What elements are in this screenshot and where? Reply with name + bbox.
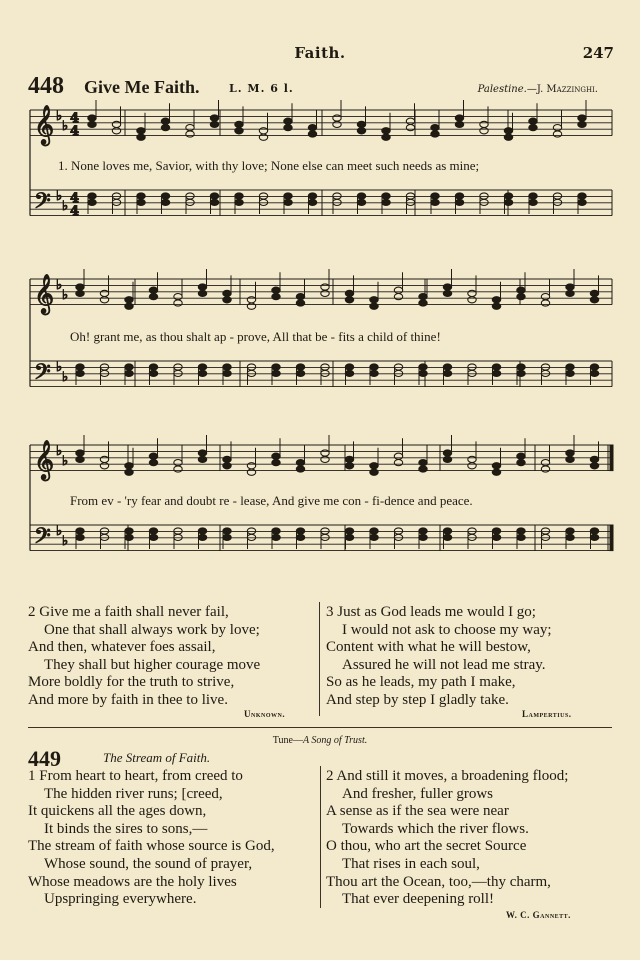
- note-head: [272, 528, 280, 534]
- note-head: [357, 128, 365, 134]
- note-head: [419, 300, 427, 306]
- note-head: [112, 128, 120, 134]
- flat-sign: ♭: [62, 288, 69, 303]
- note-head: [125, 370, 133, 376]
- note-head: [247, 463, 255, 469]
- note-head: [284, 125, 292, 131]
- treble-clef: 𝄞: [34, 105, 55, 145]
- note-head: [406, 125, 414, 131]
- note-head: [137, 199, 145, 205]
- note-head: [419, 460, 427, 466]
- flat-sign: ♭: [56, 109, 63, 124]
- note-head: [272, 453, 280, 459]
- verse-line: One that shall always work by love;: [44, 621, 260, 638]
- note-head: [529, 199, 537, 205]
- note-head: [492, 534, 500, 540]
- note-head: [517, 370, 525, 376]
- treble-clef: 𝄞: [34, 440, 55, 480]
- note-head: [443, 534, 451, 540]
- hymn-449-author: W. C. Gannett.: [506, 910, 571, 920]
- note-head: [235, 193, 243, 199]
- note-head: [149, 460, 157, 466]
- note-head: [553, 125, 561, 131]
- hymn-448-number: 448: [28, 73, 64, 99]
- note-head: [370, 364, 378, 370]
- note-head: [357, 193, 365, 199]
- note-head: [370, 303, 378, 309]
- verse-line: Whose sound, the sound of prayer,: [44, 855, 253, 872]
- note-head: [468, 290, 476, 296]
- note-head: [223, 534, 231, 540]
- bass-clef: 𝄢: [34, 360, 51, 390]
- note-head: [125, 303, 133, 309]
- note-head: [566, 364, 574, 370]
- hymn-448-verse-2: [28, 604, 260, 710]
- note-head: [517, 534, 525, 540]
- note-head: [394, 453, 402, 459]
- note-head: [235, 199, 243, 205]
- flat-sign: ♭: [62, 534, 69, 549]
- note-head: [566, 528, 574, 534]
- note-head: [370, 297, 378, 303]
- note-head: [345, 534, 353, 540]
- note-head: [308, 199, 316, 205]
- note-head: [272, 287, 280, 293]
- note-head: [88, 121, 96, 127]
- time-signature: 4: [70, 124, 80, 139]
- time-signature: 4: [70, 111, 80, 126]
- note-head: [284, 118, 292, 124]
- flat-sign: ♭: [62, 454, 69, 469]
- flat-sign: ♭: [56, 278, 63, 293]
- note-head: [100, 297, 108, 303]
- note-head: [517, 294, 525, 300]
- note-head: [590, 528, 598, 534]
- note-head: [76, 534, 84, 540]
- hymn-449-title: The Stream of Faith.: [103, 750, 211, 765]
- note-head: [321, 450, 329, 456]
- note-head: [578, 199, 586, 205]
- note-head: [296, 294, 304, 300]
- hymn-448-title: Give Me Faith.: [84, 77, 200, 97]
- hymn-448-meter: L. M. 6 l.: [229, 82, 294, 95]
- note-head: [210, 199, 218, 205]
- verse-line: O thou, who art the secret Source: [326, 838, 527, 855]
- note-head: [296, 466, 304, 472]
- verse-line: And then, whatever foes assail,: [28, 639, 216, 656]
- note-head: [357, 121, 365, 127]
- note-head: [504, 128, 512, 134]
- note-head: [345, 297, 353, 303]
- note-head: [541, 294, 549, 300]
- time-signature: 4: [70, 204, 80, 219]
- note-head: [235, 128, 243, 134]
- note-head: [149, 364, 157, 370]
- note-head: [161, 125, 169, 131]
- flat-sign: ♭: [56, 189, 63, 204]
- note-head: [529, 118, 537, 124]
- note-head: [480, 128, 488, 134]
- note-head: [517, 453, 525, 459]
- note-head: [566, 456, 574, 462]
- note-head: [578, 193, 586, 199]
- note-head: [174, 460, 182, 466]
- note-head: [272, 534, 280, 540]
- bass-clef: 𝄢: [34, 524, 51, 554]
- flat-sign: ♭: [56, 444, 63, 459]
- hymn-449-verse-2: [326, 768, 568, 909]
- verse-line: 1 From heart to heart, from creed to: [28, 768, 243, 784]
- note-head: [468, 297, 476, 303]
- note-head: [394, 287, 402, 293]
- note-head: [382, 134, 390, 140]
- note-head: [382, 193, 390, 199]
- note-head: [149, 287, 157, 293]
- note-head: [345, 290, 353, 296]
- verse-line: So as he leads, my path I make,: [326, 674, 516, 691]
- note-head: [308, 193, 316, 199]
- note-head: [566, 370, 574, 376]
- note-head: [394, 460, 402, 466]
- verse-line: Towards which the river flows.: [342, 820, 529, 837]
- note-head: [308, 125, 316, 131]
- verse-line: It binds the sires to sons,—: [44, 820, 208, 837]
- verse-line: Upspringing everywhere.: [44, 891, 197, 908]
- flat-sign: ♭: [62, 370, 69, 385]
- page-number: 247: [582, 44, 614, 62]
- note-head: [455, 121, 463, 127]
- note-head: [174, 300, 182, 306]
- verse-line: That rises in each soul,: [342, 855, 480, 872]
- note-head: [504, 199, 512, 205]
- note-head: [566, 534, 574, 540]
- note-head: [566, 450, 574, 456]
- note-head: [370, 534, 378, 540]
- note-head: [198, 290, 206, 296]
- note-head: [76, 450, 84, 456]
- verse-line: Assured he will not lead me stray.: [342, 656, 546, 673]
- note-head: [504, 193, 512, 199]
- verse-line: A sense as if the sea were near: [326, 803, 509, 820]
- note-head: [125, 469, 133, 475]
- note-head: [480, 121, 488, 127]
- note-head: [186, 125, 194, 131]
- note-head: [296, 528, 304, 534]
- note-head: [272, 294, 280, 300]
- hymn-448-verse-2-author: Unknown.: [244, 709, 286, 719]
- note-head: [455, 115, 463, 121]
- note-head: [247, 303, 255, 309]
- note-head: [419, 294, 427, 300]
- note-head: [76, 364, 84, 370]
- note-head: [553, 131, 561, 137]
- note-head: [198, 450, 206, 456]
- note-head: [590, 290, 598, 296]
- note-head: [223, 364, 231, 370]
- note-head: [198, 534, 206, 540]
- verse-line: And more by faith in thee to live.: [28, 691, 228, 708]
- verse-line: Whose meadows are the holy lives: [28, 873, 237, 890]
- note-head: [125, 528, 133, 534]
- note-head: [198, 528, 206, 534]
- note-head: [431, 199, 439, 205]
- note-head: [345, 370, 353, 376]
- section-rule: [28, 727, 612, 728]
- note-head: [198, 456, 206, 462]
- note-head: [443, 450, 451, 456]
- note-head: [174, 294, 182, 300]
- running-head: Faith.: [294, 44, 346, 62]
- note-head: [247, 297, 255, 303]
- flat-sign: ♭: [56, 360, 63, 375]
- note-head: [296, 460, 304, 466]
- note-head: [296, 364, 304, 370]
- note-head: [76, 528, 84, 534]
- hymn-448-verse-3-author: Lampertius.: [522, 709, 572, 719]
- note-head: [590, 370, 598, 376]
- verse-line: That ever deepening roll!: [342, 891, 495, 908]
- note-head: [541, 466, 549, 472]
- note-head: [272, 364, 280, 370]
- note-head: [272, 460, 280, 466]
- note-head: [76, 370, 84, 376]
- note-head: [382, 128, 390, 134]
- note-head: [492, 370, 500, 376]
- note-head: [88, 199, 96, 205]
- note-head: [161, 199, 169, 205]
- note-head: [370, 469, 378, 475]
- note-head: [100, 290, 108, 296]
- note-head: [455, 193, 463, 199]
- verse-line: I would not ask to choose my way;: [342, 621, 552, 638]
- score-lyric-line-1: 1. None loves me, Savior, with thy love; None else can meet such needs as mine;: [58, 158, 480, 173]
- note-head: [198, 370, 206, 376]
- composer: —J. Mazzinghi.: [526, 84, 598, 95]
- note-head: [590, 456, 598, 462]
- note-head: [468, 456, 476, 462]
- note-head: [590, 463, 598, 469]
- note-head: [308, 131, 316, 137]
- note-head: [125, 463, 133, 469]
- verse-line: It quickens all the ages down,: [28, 803, 207, 820]
- note-head: [431, 125, 439, 131]
- verse-line: 2 And still it moves, a broadening flood;: [326, 768, 569, 784]
- note-head: [321, 290, 329, 296]
- note-head: [541, 460, 549, 466]
- note-head: [210, 115, 218, 121]
- note-head: [333, 121, 341, 127]
- note-head: [578, 115, 586, 121]
- note-head: [517, 528, 525, 534]
- note-head: [370, 528, 378, 534]
- flat-sign: ♭: [62, 199, 69, 214]
- note-head: [419, 466, 427, 472]
- note-head: [517, 460, 525, 466]
- note-head: [357, 199, 365, 205]
- note-head: [492, 297, 500, 303]
- verse-line: And step by step I gladly take.: [326, 691, 509, 708]
- note-head: [443, 370, 451, 376]
- note-head: [468, 463, 476, 469]
- note-head: [345, 364, 353, 370]
- note-head: [590, 297, 598, 303]
- note-head: [161, 193, 169, 199]
- note-head: [443, 364, 451, 370]
- note-head: [590, 364, 598, 370]
- note-head: [149, 453, 157, 459]
- note-head: [492, 528, 500, 534]
- column-divider: [319, 602, 320, 716]
- note-head: [419, 528, 427, 534]
- note-head: [492, 469, 500, 475]
- note-head: [125, 364, 133, 370]
- note-head: [88, 115, 96, 121]
- note-head: [504, 134, 512, 140]
- note-head: [125, 297, 133, 303]
- hymn-449-number: 449: [28, 746, 61, 771]
- note-head: [443, 284, 451, 290]
- score-lyric-line-2: Oh! grant me, as thou shalt ap - prove, All that be - fits a child of thine!: [70, 329, 441, 344]
- note-head: [296, 534, 304, 540]
- note-head: [149, 294, 157, 300]
- verse-line: Thou art the Ocean, too,—thy charm,: [326, 873, 551, 890]
- note-head: [137, 128, 145, 134]
- verse-line: The stream of faith whose source is God,: [28, 838, 275, 855]
- time-signature: 4: [70, 191, 80, 206]
- note-head: [419, 364, 427, 370]
- verse-line: More boldly for the truth to strive,: [28, 674, 235, 691]
- verse-line: Content with what he will bestow,: [326, 639, 531, 656]
- note-head: [125, 534, 133, 540]
- note-head: [529, 125, 537, 131]
- note-head: [149, 534, 157, 540]
- note-head: [394, 294, 402, 300]
- note-head: [529, 193, 537, 199]
- final-barline: [610, 445, 613, 471]
- note-head: [161, 118, 169, 124]
- verse-line: The hidden river runs; [creed,: [44, 785, 223, 802]
- note-head: [431, 131, 439, 137]
- note-head: [541, 300, 549, 306]
- note-head: [492, 364, 500, 370]
- note-head: [370, 370, 378, 376]
- hymn-449-verse-1: [28, 768, 275, 909]
- verse-line: 2 Give me a faith shall never fail,: [28, 604, 229, 620]
- note-head: [406, 118, 414, 124]
- note-head: [590, 534, 598, 540]
- note-head: [272, 370, 280, 376]
- note-head: [149, 370, 157, 376]
- note-head: [345, 456, 353, 462]
- note-head: [223, 297, 231, 303]
- verse-line: And fresher, fuller grows: [342, 785, 494, 802]
- tune-prefix: Tune—: [272, 735, 303, 746]
- note-head: [443, 290, 451, 296]
- note-head: [247, 469, 255, 475]
- hymn-448-verse-3: [326, 604, 552, 710]
- note-head: [333, 115, 341, 121]
- note-head: [149, 528, 157, 534]
- note-head: [345, 528, 353, 534]
- note-head: [517, 287, 525, 293]
- column-divider: [320, 766, 321, 908]
- note-head: [198, 364, 206, 370]
- note-head: [259, 128, 267, 134]
- note-head: [284, 199, 292, 205]
- note-head: [186, 131, 194, 137]
- note-head: [210, 121, 218, 127]
- note-head: [137, 134, 145, 140]
- hymn-449-tune-line: [0, 735, 640, 746]
- note-head: [321, 456, 329, 462]
- note-head: [431, 193, 439, 199]
- note-head: [174, 466, 182, 472]
- note-head: [223, 456, 231, 462]
- note-head: [223, 463, 231, 469]
- note-head: [284, 193, 292, 199]
- note-head: [137, 193, 145, 199]
- score-lyric-line-3: From ev - 'ry fear and doubt re - lease, And give me con - fi-dence and peace.: [70, 493, 473, 508]
- note-head: [578, 121, 586, 127]
- treble-clef: 𝄞: [34, 274, 55, 314]
- note-head: [112, 121, 120, 127]
- final-barline: [610, 525, 613, 551]
- note-head: [455, 199, 463, 205]
- note-head: [76, 290, 84, 296]
- note-head: [88, 193, 96, 199]
- note-head: [296, 300, 304, 306]
- note-head: [235, 121, 243, 127]
- note-head: [100, 463, 108, 469]
- flat-sign: ♭: [56, 524, 63, 539]
- note-head: [100, 456, 108, 462]
- note-head: [321, 284, 329, 290]
- note-head: [443, 528, 451, 534]
- note-head: [443, 456, 451, 462]
- verse-line: 3 Just as God leads me would I go;: [326, 604, 536, 620]
- flat-sign: ♭: [62, 119, 69, 134]
- note-head: [517, 364, 525, 370]
- note-head: [198, 284, 206, 290]
- note-head: [566, 290, 574, 296]
- note-head: [492, 463, 500, 469]
- note-head: [76, 284, 84, 290]
- note-head: [566, 284, 574, 290]
- note-head: [296, 370, 304, 376]
- note-head: [382, 199, 390, 205]
- verse-line: They shall but higher courage move: [44, 656, 261, 673]
- note-head: [419, 534, 427, 540]
- bass-clef: 𝄢: [34, 189, 51, 219]
- tune-name: Palestine.: [477, 84, 527, 95]
- note-head: [419, 370, 427, 376]
- tune-name: A Song of Trust.: [302, 735, 368, 746]
- note-head: [223, 290, 231, 296]
- note-head: [76, 456, 84, 462]
- note-head: [492, 303, 500, 309]
- note-head: [210, 193, 218, 199]
- note-head: [370, 463, 378, 469]
- note-head: [345, 463, 353, 469]
- note-head: [259, 134, 267, 140]
- note-head: [223, 370, 231, 376]
- note-head: [223, 528, 231, 534]
